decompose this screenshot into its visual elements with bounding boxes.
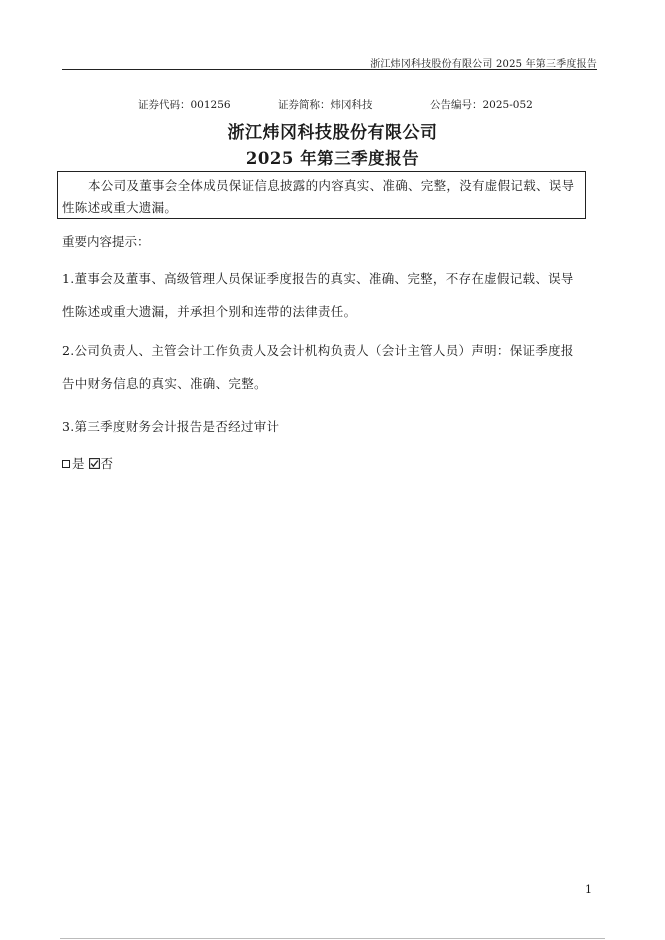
report-title: 2025 年第三季度报告 — [245, 149, 420, 168]
header-rule — [62, 69, 597, 70]
audit-option-no: 否 — [100, 456, 114, 471]
notice-number: 公告编号：2025-052 — [430, 99, 533, 111]
important-notice-heading: 重要内容提示： — [62, 234, 150, 249]
audit-options — [62, 454, 113, 472]
notice-item-3: 3.第三季度财务会计报告是否经过审计 — [62, 419, 280, 434]
page-number: 1 — [585, 883, 592, 896]
running-header: 浙江炜冈科技股份有限公司 2025 年第三季度报告 — [370, 59, 597, 70]
notice-item-2: 2.公司负责人、主管会计工作负责人及会计机构负责人（会计主管人员）声明：保证季度报告中财务信息的真实、准确、完整。 — [62, 343, 574, 391]
company-title: 浙江炜冈科技股份有限公司 — [227, 123, 438, 143]
checked-box-icon — [89, 458, 100, 469]
audit-option-yes: 是 — [72, 456, 85, 471]
bottom-scan-edge — [60, 938, 605, 939]
disclosure-statement-box: 本公司及董事会全体成员保证信息披露的内容真实、准确、完整，没有虚假记载、误导性陈述或重大遗漏。 — [57, 171, 586, 219]
stock-name: 证券简称：炜冈科技 — [278, 99, 373, 111]
stock-code: 证券代码：001256 — [138, 99, 231, 111]
notice-item-1: 1.董事会及董事、高级管理人员保证季度报告的真实、准确、完整，不存在虚假记载、误导性陈述或重大遗漏，并承担个别和连带的法律责任。 — [62, 271, 574, 319]
unchecked-box-icon — [62, 460, 70, 468]
